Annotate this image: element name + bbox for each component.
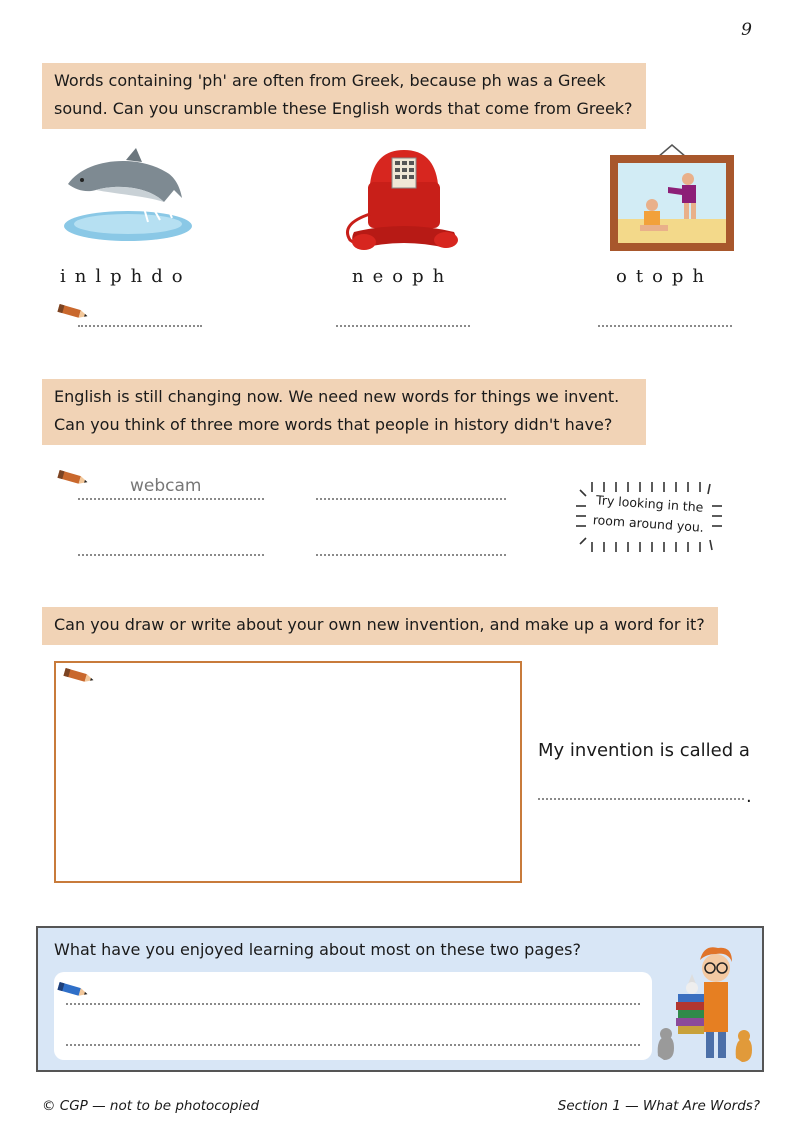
invention-name-line[interactable] bbox=[538, 798, 744, 800]
review-question: What have you enjoyed learning about most on these two pages? bbox=[54, 940, 581, 959]
answer-line-dolphin[interactable] bbox=[78, 325, 202, 327]
footer-section: Section 1 — What Are Words? bbox=[557, 1098, 760, 1114]
page-number: 9 bbox=[741, 20, 752, 40]
review-answer-area[interactable] bbox=[54, 972, 652, 1060]
answer-line-1[interactable] bbox=[78, 498, 264, 500]
new-words-prompt bbox=[42, 379, 646, 445]
drawing-area[interactable] bbox=[54, 661, 522, 883]
invention-line-end: . bbox=[746, 786, 752, 807]
answer-line-telephone[interactable] bbox=[336, 325, 470, 327]
prompt-line-2: sound. Can you unscramble these English words that come from Greek? bbox=[54, 99, 633, 118]
invention-label: My invention is called a bbox=[538, 740, 750, 761]
answer-line-3[interactable] bbox=[78, 554, 264, 556]
greek-words-prompt bbox=[42, 63, 646, 129]
photo-picture bbox=[606, 143, 738, 255]
dolphin-picture bbox=[56, 146, 196, 246]
character-illustration bbox=[652, 940, 760, 1068]
telephone-picture bbox=[334, 144, 474, 254]
invention-prompt bbox=[42, 607, 718, 645]
prompt-line-1: Words containing 'ph' are often from Greek, because ph was a Greek bbox=[54, 71, 606, 90]
answer-line-4[interactable] bbox=[316, 554, 506, 556]
scrambled-word-photo: otoph bbox=[616, 266, 714, 287]
pencil-icon bbox=[56, 470, 90, 486]
pencil-icon bbox=[62, 668, 96, 684]
scrambled-word-dolphin: inlphdo bbox=[60, 266, 192, 287]
prompt-line-1: Can you draw or write about your own new invention, and make up a word for it? bbox=[54, 615, 705, 634]
tip-line-2: room around you. bbox=[592, 512, 705, 535]
footer-copyright: © CGP — not to be photocopied bbox=[42, 1098, 260, 1114]
tip-line-1: Try looking in the bbox=[595, 492, 704, 515]
review-line-2[interactable] bbox=[66, 1044, 640, 1046]
pencil-icon bbox=[56, 982, 90, 998]
example-word: webcam bbox=[130, 476, 202, 496]
answer-line-2[interactable] bbox=[316, 498, 506, 500]
prompt-line-1: English is still changing now. We need new words for things we invent. bbox=[54, 387, 620, 406]
review-line-1[interactable] bbox=[66, 1003, 640, 1005]
pencil-icon bbox=[56, 304, 90, 320]
scrambled-word-telephone: neoph bbox=[352, 266, 454, 287]
prompt-line-2: Can you think of three more words that people in history didn't have? bbox=[54, 415, 613, 434]
answer-line-photo[interactable] bbox=[598, 325, 732, 327]
